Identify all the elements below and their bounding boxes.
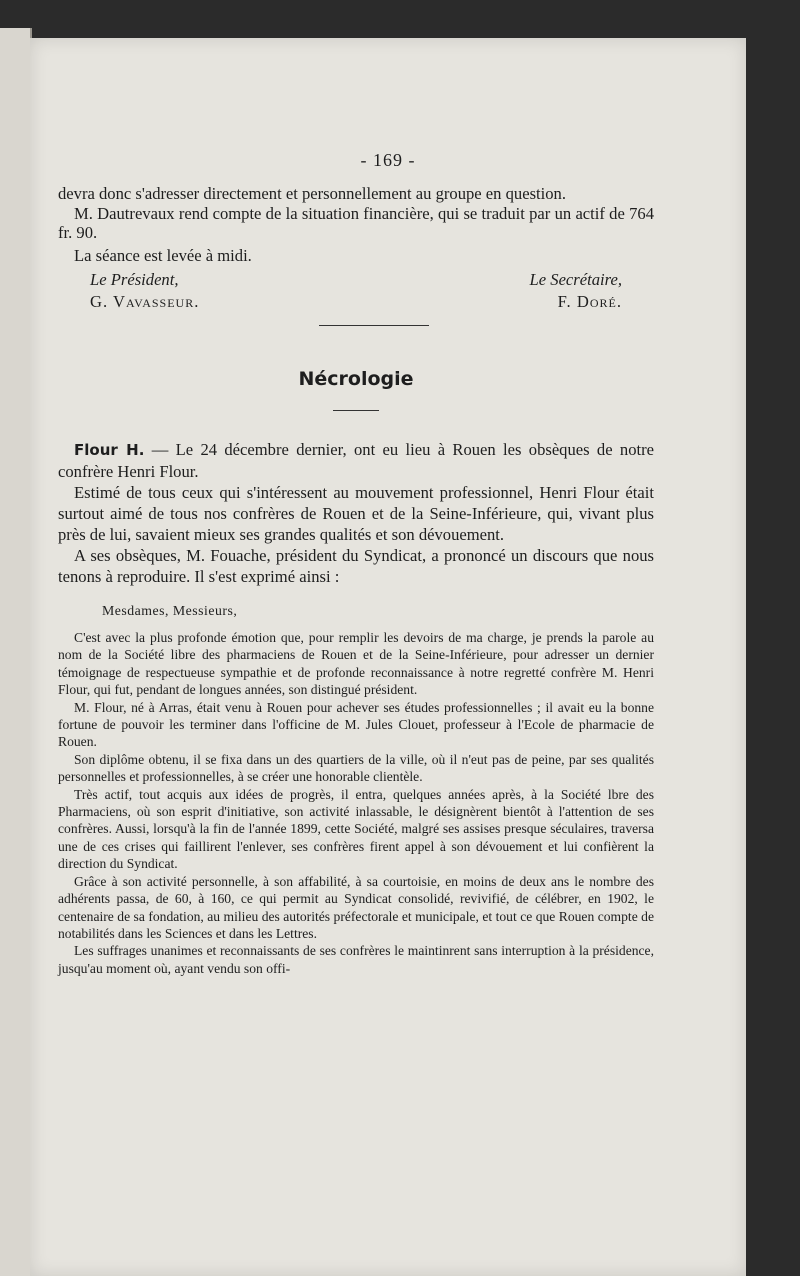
obituary-lead: — Le 24 décembre dernier, ont eu lieu à Rouen les obsèques de notre confrère Henri Flour.: [58, 440, 654, 481]
speech-text: [58, 629, 654, 977]
obituary-intro: [58, 439, 654, 587]
intro-line-3: La séance est levée à midi.: [74, 245, 252, 265]
signature-right: [530, 269, 622, 313]
page-number: - 169 -: [360, 150, 416, 170]
obituary-paragraph-3: A ses obsèques, M. Fouache, président du Syndicat, a prononcé un discours que nous tenons à reproduire. Il s'est exprimé ainsi :: [58, 546, 654, 586]
document-page: [30, 38, 746, 1276]
president-title: Le Président,: [90, 270, 179, 289]
speech-salutation: Mesdames, Messieurs,: [102, 603, 238, 618]
obituary-name: Flour H.: [74, 441, 145, 459]
secretary-title: Le Secrétaire,: [529, 270, 622, 289]
minutes-ending: [58, 184, 654, 265]
obituary-paragraph-2: Estimé de tous ceux qui s'intéressent au mouvement professionnel, Henri Flour était surtout aimé de tous nos confrères de Rouen et de la Seine-Inférieure, qui, vivant plus près de lui, savaient mieux ses grandes qualités et son dévouement.: [58, 483, 654, 544]
heading-underline: [333, 410, 379, 411]
signature-block: [58, 269, 654, 313]
page-content: [58, 184, 654, 977]
speech-paragraph: Son diplôme obtenu, il se fixa dans un des quartiers de la ville, où il n'eut pas de peine, par ses qualités personnelles et professionnelles, à se créer une honorable clientèle.: [58, 751, 654, 785]
intro-line-1: devra donc s'adresser directement et personnellement au groupe en question.: [58, 184, 566, 203]
adjacent-page-edge: [0, 28, 32, 1276]
secretary-name: F. Doré.: [557, 292, 622, 311]
speech-paragraph: Très actif, tout acquis aux idées de progrès, il entra, quelques années après, à la Société lbre des Pharmaciens, où son esprit d'initiative, son activité inlassable, le désignèrent bientôt à l'attention de ses confrères. Aussi, lorsqu'à la fin de l'année 1899, cette Société, malgré ses assises presque séculaires, traversa une de ces crises qui faillirent l'enlever, ses confrères firent appel à son dévouement et lui confièrent la direction du Syndicat.: [58, 786, 654, 872]
separator-rule: [319, 325, 429, 326]
section-heading: Nécrologie: [298, 368, 414, 390]
signature-left: [90, 269, 199, 313]
speech-paragraph: C'est avec la plus profonde émotion que, pour remplir les devoirs de ma charge, je prends la parole au nom de la Société libre des pharmaciens de Rouen et de la Seine-Inférieure, pour adresser un dernier témoignage de respectueuse sympathie et de profonde reconnaissance à notre regretté confrère M. Henri Flour, qui fut, pendant de longues années, son distingué président.: [58, 630, 654, 698]
intro-line-2: M. Dautrevaux rend compte de la situation financière, qui se traduit par un actif de 764 fr. 90.: [58, 203, 654, 242]
speech-paragraph: M. Flour, né à Arras, était venu à Rouen pour achever ses études professionnelles ; il avait eu la bonne fortune de pouvoir les terminer dans l'officine de M. Jules Clouet, professeur à l'Ecole de pharmacie de Rouen.: [58, 699, 654, 750]
speech-paragraph: Grâce à son activité personnelle, à son affabilité, à sa courtoisie, en moins de deux ans le nombre des adhérents passa, de 60, à 160, ce qui permit au Syndicat consolidé, revivifié, de célébrer, en 1902, le centenaire de sa fondation, au milieu des autorités préfectorale et municipale, et tout ce que Rouen compte de notabilités dans les Sciences et dans les Lettres.: [58, 873, 654, 941]
speech-paragraph: Les suffrages unanimes et reconnaissants de ses confrères le maintinrent sans interruption à la présidence, jusqu'au moment où, ayant vendu son offi-: [58, 943, 654, 976]
president-name: G. Vavasseur.: [90, 292, 200, 311]
